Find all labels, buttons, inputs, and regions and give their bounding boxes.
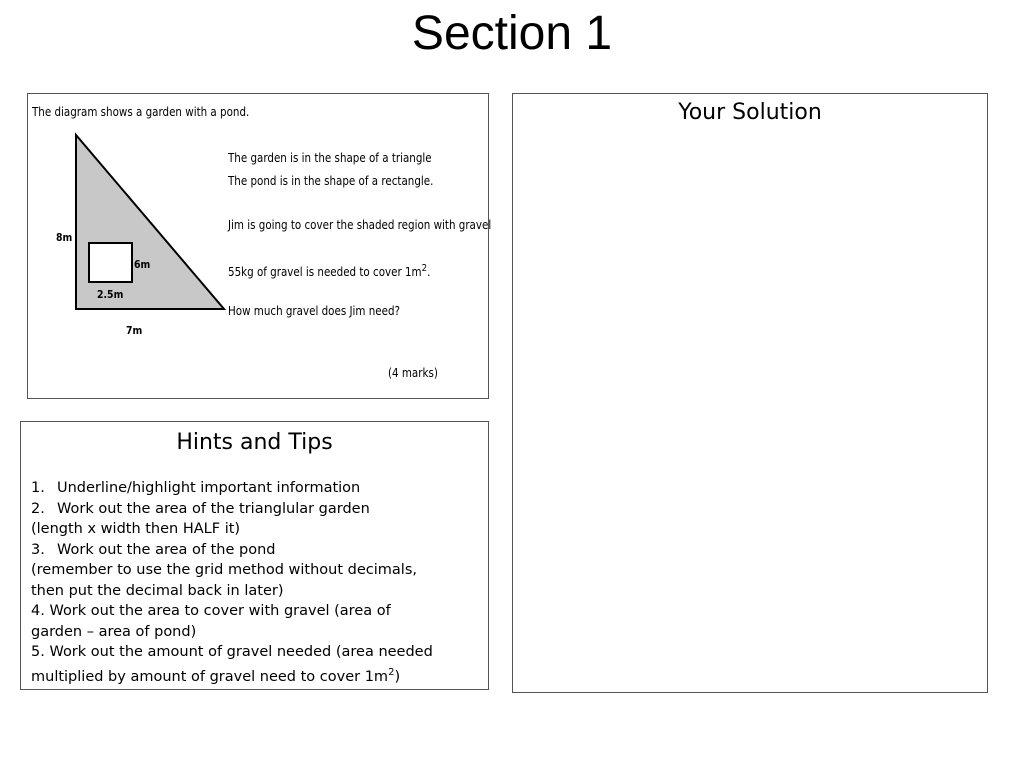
hint-item: (length x width then HALF it) [31, 521, 241, 537]
marks-label: (4 marks) [388, 366, 438, 380]
question-line: 55kg of gravel is needed to cover $1m^2$. [228, 263, 431, 279]
hint-item: garden – area of pond) [31, 623, 197, 640]
hint-item: 3. Work out the area of the pond [31, 541, 276, 558]
slide-title: Section 1 [411, 7, 613, 60]
question-line: Jim is going to cover the shaded region with gravel [228, 218, 492, 232]
solution-heading: Your Solution [678, 100, 822, 125]
question-intro: The diagram shows a garden with a pond. [32, 105, 250, 119]
hints-panel [20, 421, 489, 690]
hint-item: (remember to use the grid method without decimals, [31, 562, 417, 578]
hint-item: 5. Work out the amount of gravel needed (area needed [31, 644, 433, 660]
hint-item: multiplied by amount of gravel need to cover $1m^2$) [31, 666, 401, 685]
height-label: 8m [56, 231, 73, 244]
pond-width-label: 2.5m [97, 288, 124, 301]
pond-height-label: 6m [134, 258, 151, 271]
question-line: The garden is in the shape of a triangle [228, 151, 432, 165]
question-panel [27, 93, 492, 399]
garden-diagram [28, 94, 488, 398]
hints-list [31, 478, 482, 687]
hint-item: 2. Work out the area of the trianglular garden [31, 500, 370, 517]
question-line: The pond is in the shape of a rectangle. [228, 174, 434, 188]
hint-item: 4. Work out the area to cover with gravel (area of [31, 603, 391, 619]
hint-item: then put the decimal back in later) [31, 582, 284, 599]
pond-rectangle [89, 243, 132, 282]
solution-panel[interactable] [512, 93, 988, 693]
base-label: 7m [126, 324, 143, 337]
hints-heading: Hints and Tips [176, 430, 333, 455]
question-line: How much gravel does Jim need? [228, 304, 400, 318]
hint-item: 1. Underline/highlight important information [31, 480, 361, 496]
